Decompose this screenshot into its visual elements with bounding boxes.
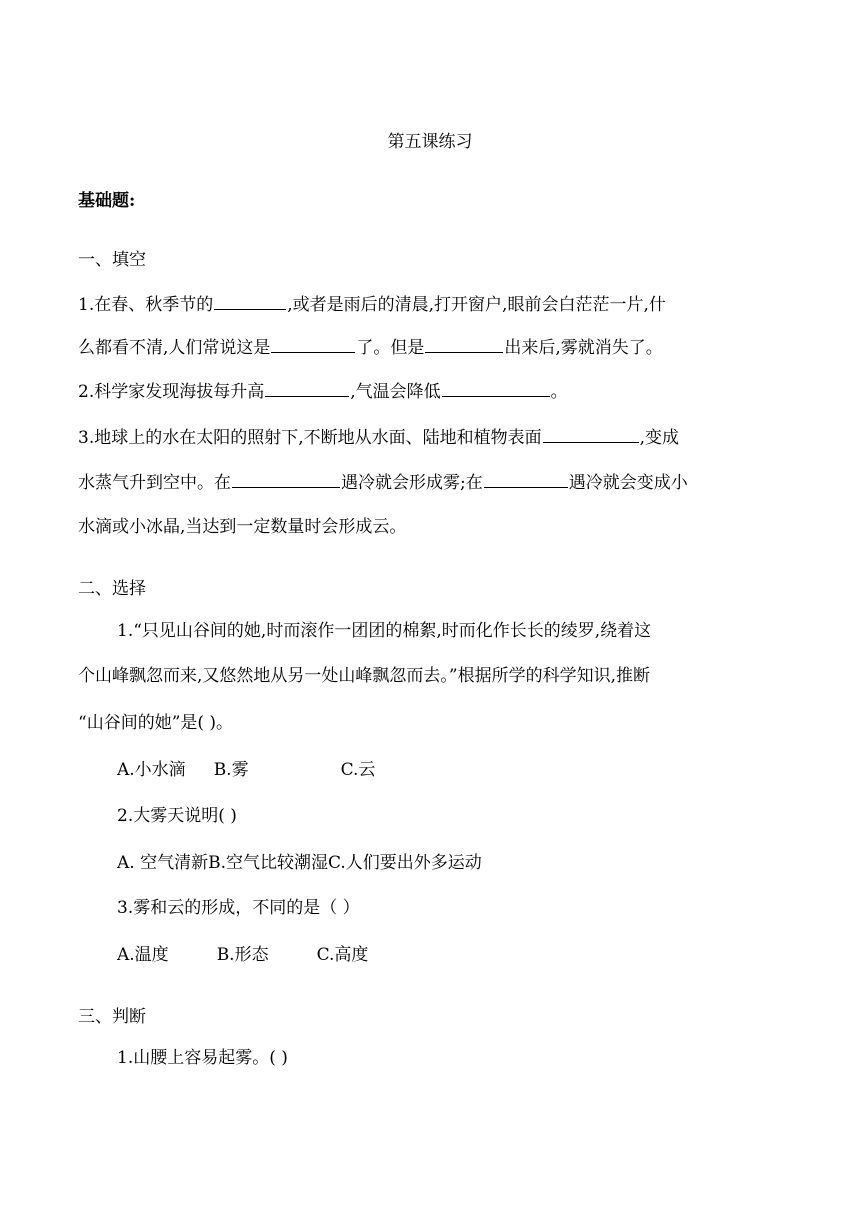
part1-q1-line1 — [78, 291, 666, 317]
part3-q1: 1.山腰上容易起雾。( ) — [117, 1048, 288, 1068]
option-b[interactable]: B.空气比较潮湿 — [208, 853, 328, 873]
part1-q2-text-c: 。 — [550, 382, 568, 402]
part2-heading: 二、选择 — [78, 579, 146, 599]
part1-q2-text-b: ,气温会降低 — [350, 382, 441, 402]
part1-q3-text-d: 遇冷就会形成雾;在 — [341, 473, 483, 493]
part1-q3-text-a: 3.地球上的水在太阳的照射下,不断地从水面、陆地和植物表面 — [78, 428, 542, 448]
part2-q3-stem: 3.雾和云的形成，不同的是（ ） — [117, 898, 360, 918]
part1-q1-text-e: 出来后,雾就消失了。 — [504, 338, 663, 358]
option-c[interactable]: C.云 — [340, 760, 376, 780]
answer-blank[interactable] — [265, 378, 349, 397]
part1-q3-line2 — [78, 469, 688, 495]
answer-blank[interactable] — [442, 378, 550, 397]
answer-blank[interactable] — [484, 469, 568, 488]
part1-q3-line3: 水滴或小冰晶,当达到一定数量时会形成云。 — [78, 517, 407, 537]
part2-q1-line1: 1.“只见山谷间的她,时而滚作一团团的棉絮,时而化作长长的绫罗,绕着这 — [117, 621, 652, 641]
option-a[interactable]: A.小水滴 — [117, 760, 186, 780]
part1-q2-text-a: 2.科学家发现海拔每升高 — [78, 382, 265, 402]
part2-q1-line3: “山谷间的她”是( )。 — [78, 713, 234, 733]
option-b[interactable]: B.雾 — [213, 760, 249, 780]
part3-heading: 三、判断 — [78, 1007, 146, 1027]
part2-q1-line2: 个山峰飘忽而来,又悠然地从另一处山峰飘忽而去。”根据所学的科学知识,推断 — [78, 666, 650, 686]
part1-q1-text-b: ,或者是雨后的清晨,打开窗户,眼前会白茫茫一片,什 — [287, 295, 666, 315]
option-c[interactable]: C.高度 — [316, 945, 369, 965]
part2-q1-options — [117, 758, 375, 782]
answer-blank[interactable] — [271, 334, 355, 353]
part1-q1-text-d: 了。但是 — [356, 338, 425, 358]
part2-q2-options — [117, 851, 482, 875]
answer-blank[interactable] — [214, 291, 286, 310]
part1-q2 — [78, 378, 568, 404]
option-b[interactable]: B.形态 — [216, 945, 269, 965]
option-a[interactable]: A.温度 — [117, 945, 169, 965]
part1-q1-text-a: 1.在春、秋季节的 — [78, 295, 214, 315]
answer-blank[interactable] — [425, 334, 503, 353]
part1-q3-text-e: 遇冷就会变成小 — [568, 473, 688, 493]
part1-q1-line2 — [78, 334, 663, 360]
page-title: 第五课练习 — [387, 132, 473, 152]
part2-q2-stem: 2.大雾天说明( ) — [117, 806, 237, 826]
part2-q3-options — [117, 943, 368, 967]
option-a[interactable]: A. 空气清新 — [117, 853, 209, 873]
part1-q3-text-b: ,变成 — [639, 428, 680, 448]
answer-blank[interactable] — [232, 469, 340, 488]
part1-q3-line1 — [78, 424, 679, 450]
section-basic-heading: 基础题: — [78, 191, 136, 211]
part1-q3-text-c: 水蒸气升到空中。在 — [78, 473, 231, 493]
part1-heading: 一、填空 — [78, 250, 146, 270]
option-c[interactable]: C.人们要出外多运动 — [328, 853, 482, 873]
part1-q1-text-c: 么都看不清,人们常说这是 — [78, 338, 271, 358]
answer-blank[interactable] — [543, 424, 639, 443]
